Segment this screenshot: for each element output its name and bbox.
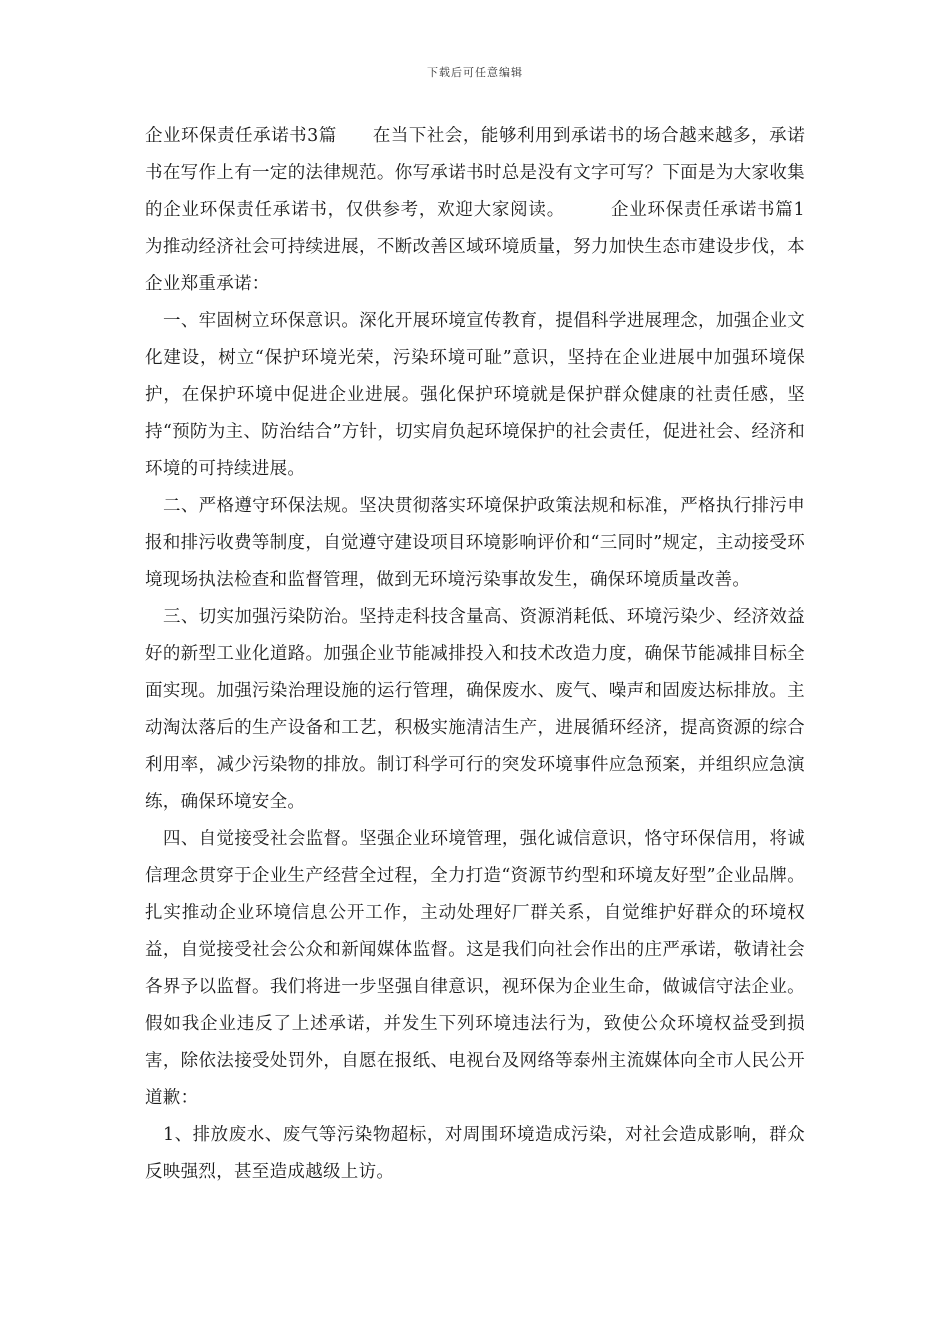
page-header-note: 下载后可任意编辑 [427,66,523,79]
commitment-paragraph-1: 一、牢固树立环保意识。深化开展环境宣传教育，提倡科学进展理念，加强企业文化建设，树立“保护环境光荣，污染环境可耻”意识，坚持在企业进展中加强环境保护，在保护环境中促进企业进展。强化保护环境就是保护群众健康的社责任感，坚持“预防为主、防治结合”方针，切实肩负起环境保护的社会责任，促进社会、经济和环境的可持续进展。 [145,311,805,479]
intro-paragraph: 企业环保责任承诺书3篇 在当下社会，能够利用到承诺书的场合越来越多，承诺书在写作上有一定的法律规范。你写承诺书时总是没有文字可写？下面是为大家收集的企业环保责任承诺书，仅供参考，欢迎大家阅读。 企业环保责任承诺书篇1 为推动经济社会可持续进展，不断改善区域环境质量，努力加快生态市建设步伐，本企业郑重承诺： [145,126,841,294]
document-body [145,118,841,1191]
commitment-paragraph-3: 三、切实加强污染防治。坚持走科技含量高、资源消耗低、环境污染少、经济效益好的新型工业化道路。加强企业节能减排投入和技术改造力度，确保节能减排目标全面实现。加强污染治理设施的运行管理，确保废水、废气、噪声和固废达标排放。主动淘汰落后的生产设备和工艺，积极实施清洁生产，进展循环经济，提高资源的综合利用率，减少污染物的排放。制订科学可行的突发环境事件应急预案，并组织应急演练，确保环境安全。 [145,607,805,812]
violation-item-1: 1、排放废水、废气等污染物超标，对周围环境造成污染，对社会造成影响，群众反映强烈，甚至造成越级上访。 [145,1125,805,1182]
commitment-paragraph-4: 四、自觉接受社会监督。坚强企业环境管理，强化诚信意识，恪守环保信用，将诚信理念贯穿于企业生产经营全过程，全力打造“资源节约型和环境友好型”企业品牌。扎实推动企业环境信息公开工作，主动处理好厂群关系，自觉维护好群众的环境权益，自觉接受社会公众和新闻媒体监督。这是我们向社会作出的庄严承诺，敬请社会各界予以监督。我们将进一步坚强自律意识，视环保为企业生命，做诚信守法企业。假如我企业违反了上述承诺，并发生下列环境违法行为，致使公众环境权益受到损害，除依法接受处罚外，自愿在报纸、电视台及网络等泰州主流媒体向全市人民公开道歉： [145,829,805,1108]
commitment-paragraph-2: 二、严格遵守环保法规。坚决贯彻落实环境保护政策法规和标准，严格执行排污申报和排污收费等制度，自觉遵守建设项目环境影响评价和“三同时”规定，主动接受环境现场执法检查和监督管理，做到无环境污染事故发生，确保环境质量改善。 [145,496,805,590]
